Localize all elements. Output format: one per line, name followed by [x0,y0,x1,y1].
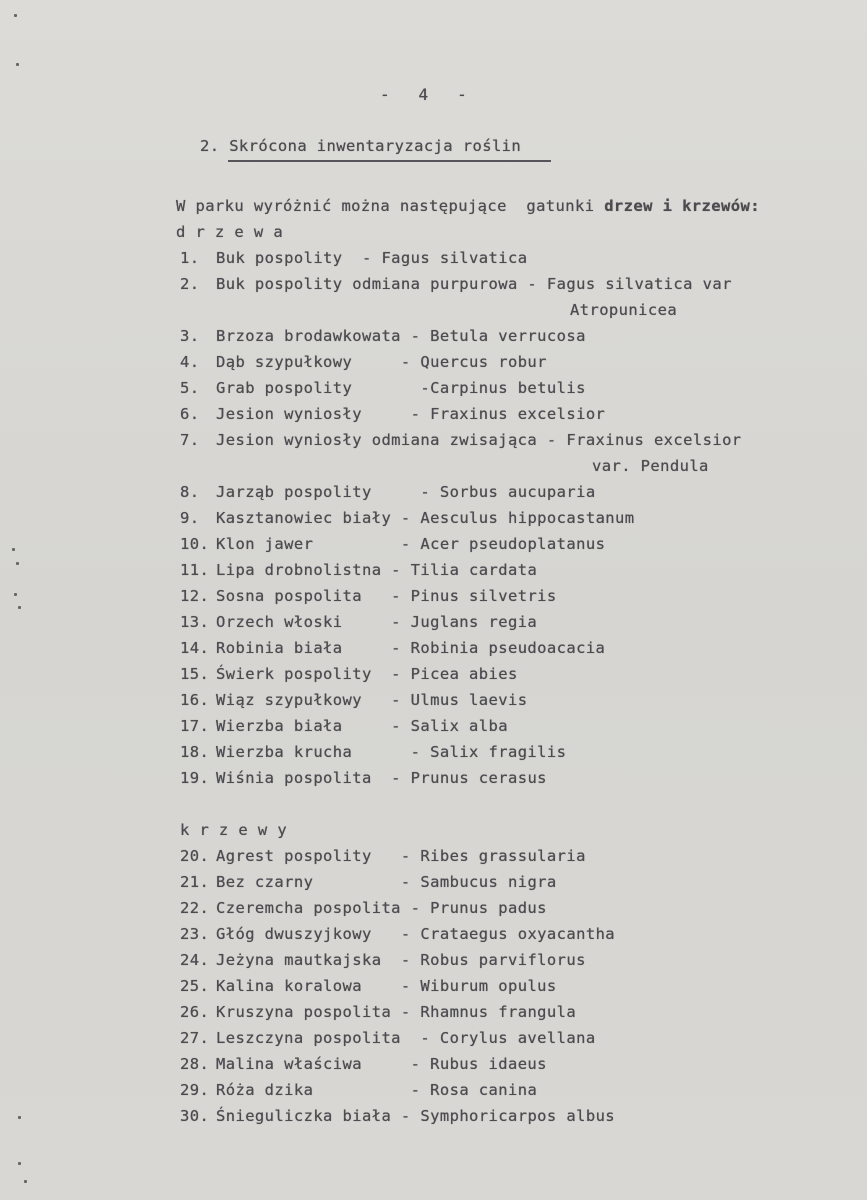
dash-separator: - [371,483,440,501]
plant-polish-name: Buk pospolity odmiana purpurowa [216,275,518,293]
plant-latin-name: Aesculus hippocastanum [420,509,635,527]
dash-separator: - [361,691,411,709]
plant-latin-name: Prunus cerasus [410,769,547,787]
dash-separator: - [361,405,431,423]
list-item [180,638,605,658]
item-number: 29. [180,1081,210,1099]
plant-latin-name: Betula verrucosa [430,327,586,345]
plant-latin-name: Quercus robur [420,353,547,371]
plant-polish-name: Głóg dwuszyjkowy [216,925,372,943]
intro-line [176,196,760,216]
list-item [180,846,586,866]
edge-mark [18,1116,21,1119]
plant-polish-name: Jesion wyniosły [216,405,362,423]
item-number: 20. [180,847,210,865]
item-number: 6. [180,405,200,423]
latin-name-continuation: var. Pendula [592,457,709,475]
item-number: 1. [180,249,200,267]
item-number: 27. [180,1029,210,1047]
dash-separator: - [391,1107,421,1125]
item-number: 30. [180,1107,210,1125]
plant-polish-name: Róża dzika [216,1081,314,1099]
item-number: 8. [180,483,200,501]
dash-separator: - [400,1029,440,1047]
dash-separator: - [371,769,411,787]
plant-latin-name: Corylus avellana [439,1029,596,1047]
plant-polish-name: Kalina koralowa [216,977,362,995]
page-number: - 4 - [380,85,467,104]
item-number: 28. [180,1055,210,1073]
shrubs-heading: k r z e w y [180,821,288,839]
plant-polish-name: Wiśnia pospolita [216,769,372,787]
plant-polish-name: Lipa drobnolistna [216,561,382,579]
edge-mark [18,606,21,609]
plant-latin-name: Juglans regia [410,613,538,631]
list-item [180,1054,547,1074]
item-number: 18. [180,743,210,761]
plant-polish-name: Dąb szypułkowy [216,353,353,371]
plant-latin-name: Fagus silvatica [381,249,528,267]
dash-separator: - [342,639,411,657]
plant-polish-name: Wierzba krucha [216,743,353,761]
list-item [180,508,635,528]
plant-polish-name: Buk pospolity [216,249,343,267]
list-item [180,768,547,788]
plant-latin-name: Ulmus laevis [410,691,528,709]
edge-mark [16,562,19,565]
list-item [180,664,518,684]
item-number: 10. [180,535,210,553]
plant-latin-name: Ribes grassularia [420,847,586,865]
item-number: 26. [180,1003,210,1021]
list-item [180,872,557,892]
list-item [180,1106,615,1126]
plant-latin-name: Picea abies [410,665,518,683]
plant-polish-name: Orzech włoski [216,613,343,631]
plant-polish-name: Brzoza brodawkowata [216,327,401,345]
plant-latin-name: Robus parviflorus [420,951,586,969]
item-number: 9. [180,509,200,527]
dash-separator: - [371,847,421,865]
dash-separator: - [361,1055,431,1073]
list-item [180,612,537,632]
plant-latin-name: Rubus idaeus [430,1055,547,1073]
dash-separator: - [352,379,431,397]
list-item [180,534,605,554]
dash-separator: - [400,899,431,917]
item-number: 15. [180,665,210,683]
dash-separator: - [361,587,411,605]
plant-latin-name: Symphoricarpos albus [420,1107,616,1125]
list-item [180,352,547,372]
section-title: 2. Skrócona inwentaryzacja roślin [200,137,522,155]
plant-latin-name: Crataegus oxyacantha [420,925,616,943]
plant-latin-name: Rosa canina [430,1081,538,1099]
plant-polish-name: Kruszyna pospolita [216,1003,392,1021]
edge-mark [24,1180,27,1183]
plant-latin-name: Fagus silvatica var [546,275,732,293]
list-item [180,248,527,268]
list-item [180,690,527,710]
dash-separator: - [381,951,421,969]
plant-polish-name: Świerk pospolity [216,665,372,683]
edge-mark [12,548,15,551]
intro-rest: i krzewów: [652,197,760,215]
plant-latin-name: Robinia pseudoacacia [410,639,606,657]
dash-separator: - [342,717,411,735]
list-item [180,976,557,996]
plant-latin-name: Rhamnus frangula [420,1003,577,1021]
item-number: 5. [180,379,200,397]
plant-polish-name: Klon jawer [216,535,314,553]
intro-struck-word: drzew [604,197,653,215]
list-item [180,326,586,346]
trees-heading: d r z e w a [176,223,284,241]
plant-latin-name: Salix alba [410,717,508,735]
item-number: 22. [180,899,210,917]
latin-name-continuation: Atropunicea [570,301,678,319]
dash-separator: - [537,431,567,449]
item-number: 17. [180,717,210,735]
item-number: 7. [180,431,200,449]
item-number: 4. [180,353,200,371]
item-number: 14. [180,639,210,657]
plant-polish-name: Malina właściwa [216,1055,362,1073]
plant-polish-name: Agrest pospolity [216,847,372,865]
list-item [180,560,537,580]
dash-separator: - [313,873,421,891]
plant-polish-name: Śnieguliczka biała [216,1107,392,1125]
list-item [180,716,508,736]
intro-text: W parku wyróżnić można następujące gatunki [176,197,605,215]
list-item [180,378,586,398]
list-item [180,950,586,970]
item-number: 11. [180,561,210,579]
plant-latin-name: Sorbus aucuparia [439,483,596,501]
item-number: 16. [180,691,210,709]
plant-polish-name: Bez czarny [216,873,314,891]
plant-latin-name: Sambucus nigra [420,873,557,891]
plant-latin-name: Acer pseudoplatanus [420,535,606,553]
item-number: 21. [180,873,210,891]
plant-latin-name: Fraxinus excelsior [430,405,606,423]
edge-mark [14,593,17,596]
dash-separator: - [371,665,411,683]
dash-separator: - [352,743,431,761]
list-item [180,430,742,450]
dash-separator: - [361,977,421,995]
item-number: 3. [180,327,200,345]
item-number: 19. [180,769,210,787]
plant-polish-name: Jesion wyniosły odmiana zwisająca [216,431,538,449]
dash-separator: - [342,613,411,631]
plant-latin-name: Salix fragilis [430,743,567,761]
item-number: 23. [180,925,210,943]
plant-latin-name: Fraxinus excelsior [566,431,742,449]
plant-polish-name: Kasztanowiec biały [216,509,392,527]
dash-separator: - [381,561,411,579]
item-number: 13. [180,613,210,631]
plant-polish-name: Czeremcha pospolita [216,899,401,917]
plant-polish-name: Jarząb pospolity [216,483,372,501]
list-item [180,482,596,502]
plant-latin-name: Wiburum opulus [420,977,557,995]
item-number: 25. [180,977,210,995]
dash-separator: - [313,1081,431,1099]
title-underline [228,160,551,162]
dash-separator: - [313,535,421,553]
plant-latin-name: Tilia cardata [410,561,538,579]
list-item [180,404,605,424]
list-item [180,1028,596,1048]
item-number: 2. [180,275,200,293]
edge-mark [18,1162,21,1165]
plant-latin-name: Pinus silvetris [410,587,557,605]
plant-polish-name: Leszczyna pospolita [216,1029,401,1047]
dash-separator: - [342,249,382,267]
dash-separator: - [391,509,421,527]
plant-polish-name: Grab pospolity [216,379,353,397]
dash-separator: - [400,327,431,345]
edge-mark [16,63,19,66]
plant-polish-name: Wiąz szypułkowy [216,691,362,709]
plant-polish-name: Robinia biała [216,639,343,657]
list-item [180,586,557,606]
dash-separator: - [371,925,421,943]
list-item [180,1002,576,1022]
plant-latin-name: Prunus padus [430,899,547,917]
dash-separator: - [391,1003,421,1021]
plant-polish-name: Wierzba biała [216,717,343,735]
list-item [180,1080,537,1100]
plant-polish-name: Jeżyna mautkajska [216,951,382,969]
dash-separator: - [517,275,547,293]
list-item [180,898,547,918]
list-item [180,742,566,762]
plant-latin-name: Carpinus betulis [430,379,586,397]
plant-polish-name: Sosna pospolita [216,587,362,605]
edge-mark [14,14,17,17]
dash-separator: - [352,353,421,371]
item-number: 12. [180,587,210,605]
list-item [180,924,615,944]
item-number: 24. [180,951,210,969]
list-item [180,274,732,294]
